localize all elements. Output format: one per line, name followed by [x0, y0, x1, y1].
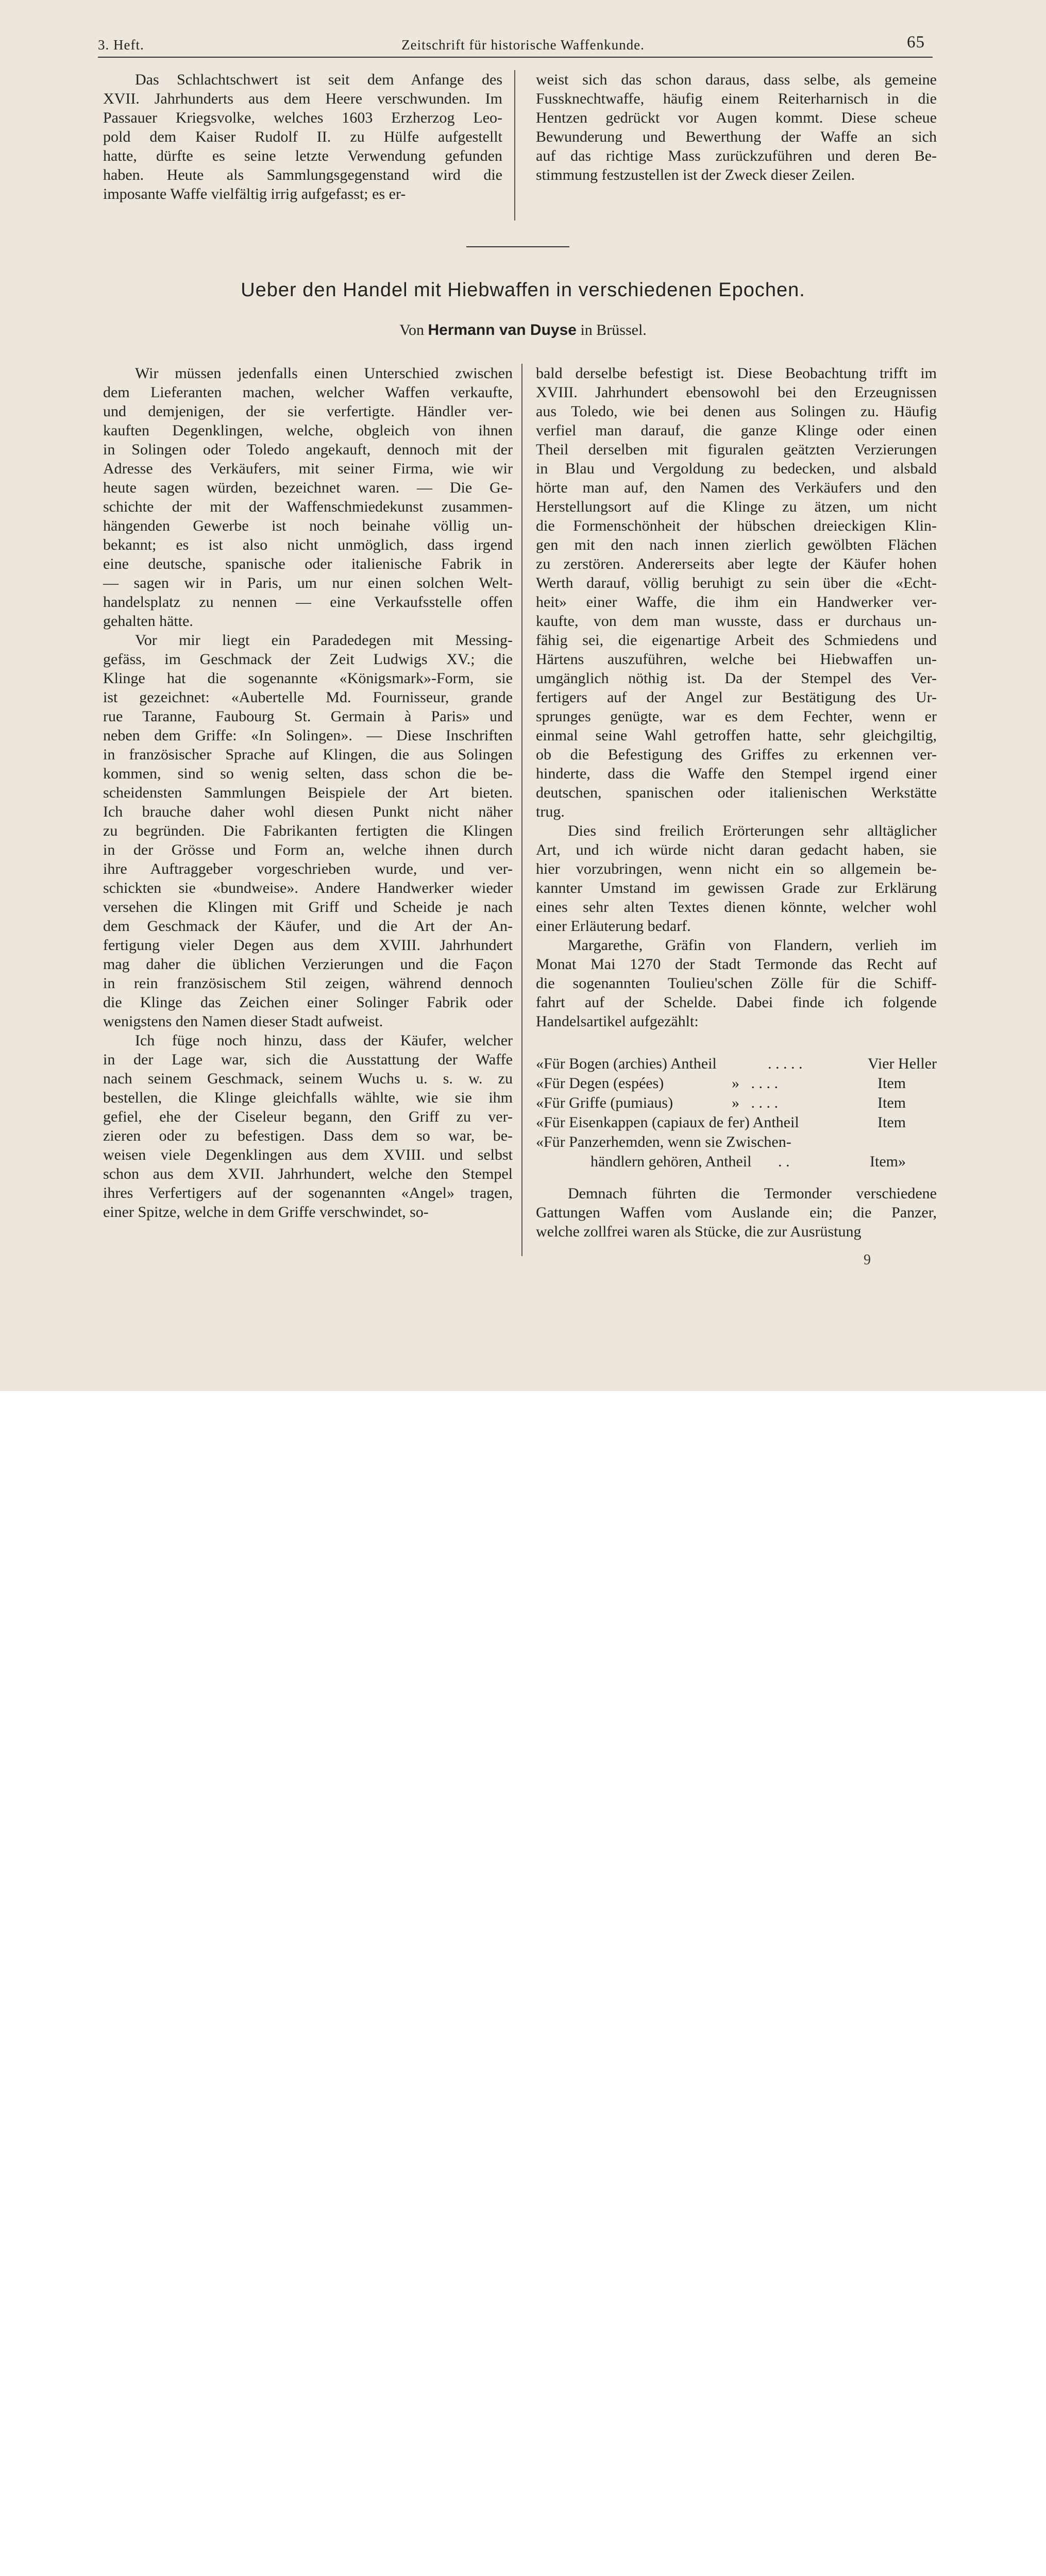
- text-line: Werth darauf, völlig beruhigt zu sein über die «Echt-: [536, 574, 937, 591]
- text-line: XVIII. Jahrhundert ebensowohl bei den Erzeugnissen: [536, 384, 937, 401]
- text-line: dem Geschmack der Käufer, und die Art der An-: [103, 918, 513, 935]
- text-line: gefäss, im Geschmack der Zeit Ludwigs XV.; die: [103, 651, 513, 668]
- text-line: bald derselbe befestigt ist. Diese Beobachtung trifft im: [536, 365, 937, 382]
- text-line: Theil derselben mit figuralen geätzten Verzierungen: [536, 441, 937, 458]
- text-line: haben. Heute als Sammlungsgegenstand wird die: [103, 166, 502, 183]
- text-line: ihres Verfertigers auf der sogenannten «Angel» tragen,: [103, 1184, 513, 1201]
- text-line: die Klinge das Zeichen einer Solinger Fabrik oder: [103, 994, 513, 1011]
- text-line: fähig sei, die eigenartige Arbeit des Schmiedens und: [536, 632, 937, 649]
- goods-label: «Für Bogen (archies) Antheil: [536, 1055, 717, 1072]
- text-line: Fussknechtwaffe, häufig einem Reiterharnisch in die: [536, 90, 937, 107]
- signature-mark: 9: [864, 1252, 871, 1268]
- text-line: heute sagen würden, bezeichnet waren. — Die Ge-: [103, 479, 513, 496]
- goods-label: «Für Griffe (pumiaus): [536, 1094, 673, 1111]
- goods-leader-dots: . .: [778, 1153, 790, 1170]
- text-line: Hentzen gedrückt vor Augen kommt. Diese scheue: [536, 109, 937, 126]
- text-line: kaufte, von dem man wusste, dass er durchaus un-: [536, 613, 937, 630]
- text-line: scheidensten Sammlungen Beispiele der Art bieten.: [103, 784, 513, 801]
- text-line: versehen die Klingen mit Griff und Scheide je nach: [103, 899, 513, 916]
- text-line: verfiel man darauf, die ganze Klinge oder einen: [536, 422, 937, 439]
- right-column-continuation: [536, 1184, 937, 1241]
- text-line: zu zerstören. Andererseits aber legte der Käufer hohen: [536, 555, 937, 572]
- goods-value: Item: [878, 1075, 906, 1092]
- text-line: zieren oder zu befestigen. Dass dem so war, be-: [103, 1127, 513, 1144]
- text-line: hatte, dürfte es seine letzte Verwendung gefunden: [103, 147, 502, 164]
- byline-prefix: Von: [399, 321, 424, 338]
- text-line: — sagen wir in Paris, um nur einen solchen Welt-: [103, 574, 513, 591]
- text-line: pold dem Kaiser Rudolf II. zu Hülfe aufgestellt: [103, 128, 502, 145]
- goods-list-item: [536, 1132, 937, 1152]
- goods-list-item: [536, 1152, 937, 1172]
- text-line: die Formenschönheit der hübschen dreieckigen Klin-: [536, 517, 937, 534]
- text-line: Demnach führten die Termonder verschiedene: [568, 1185, 937, 1202]
- intro-right-column: [536, 70, 937, 184]
- text-line: einmal seine Wahl getroffen hatte, sehr gleichgiltig,: [536, 727, 937, 744]
- text-line: Klinge hat die sogenannte «Königsmark»-Form, sie: [103, 670, 513, 687]
- text-line: kommen, sind so wenig selten, dass schon die be-: [103, 765, 513, 782]
- text-line: Vor mir liegt ein Paradedegen mit Messing-: [135, 632, 513, 649]
- text-line: nach seinem Geschmack, seinem Wuchs u. s. w. zu: [103, 1070, 513, 1087]
- text-line: kauften Degenklingen, welche, obgleich von ihnen: [103, 422, 513, 439]
- text-line: gen mit den nach innen zierlich gewölbten Flächen: [536, 536, 937, 553]
- text-line: auf das richtige Mass zurückzuführen und deren Be-: [536, 147, 937, 164]
- section-rule: [466, 246, 569, 247]
- text-line: eines sehr alten Textes dienen könnte, welcher wohl: [536, 899, 937, 916]
- goods-value: Vier Heller: [868, 1055, 937, 1072]
- text-line: Art, und ich würde nicht daran gedacht haben, sie: [536, 841, 937, 858]
- header-issue: 3. Heft.: [98, 37, 144, 53]
- text-line: hinderte, dass die Waffe den Stempel irgend einer: [536, 765, 937, 782]
- text-line: eine deutsche, spanische oder italienische Fabrik in: [103, 555, 513, 572]
- text-line: Adresse des Verkäufers, mit seiner Firma, wie wir: [103, 460, 513, 477]
- text-line: wenigstens den Namen dieser Stadt aufweist.: [103, 1013, 383, 1030]
- text-line: handelsplatz zu nennen — eine Verkaufsstelle offen: [103, 594, 513, 611]
- goods-list-item: [536, 1113, 937, 1132]
- text-line: imposante Waffe vielfältig irrig aufgefasst; es er-: [103, 185, 406, 202]
- text-line: einer Spitze, welche in dem Griffe verschwindet, so-: [103, 1204, 429, 1221]
- text-line: Herstellungsort auf die Klinge zu ätzen, um nicht: [536, 498, 937, 515]
- text-line: kannter Umstand im gewissen Grade zur Erklärung: [536, 879, 937, 896]
- text-line: Handelsartikel aufgezählt:: [536, 1013, 699, 1030]
- text-line: weisen viele Degenklingen aus dem XVIII. und selbst: [103, 1146, 513, 1163]
- text-line: in Blau und Vergoldung zu bedecken, und alsbald: [536, 460, 937, 477]
- text-line: Gattungen Waffen vom Auslande ein; die Panzer,: [536, 1204, 937, 1221]
- text-line: umgänglich nöthig ist. Da der Stempel des Ver-: [536, 670, 937, 687]
- text-line: in französischer Sprache auf Klingen, die aus Solingen: [103, 746, 513, 763]
- text-line: die sogenannten Toulieu'schen Zölle für die Schiff-: [536, 975, 937, 992]
- footer-bar: [0, 1391, 1046, 1488]
- text-line: weist sich das schon daraus, dass selbe, als gemeine: [536, 71, 937, 88]
- goods-label: «Für Degen (espées): [536, 1075, 664, 1092]
- text-line: hängenden Gewerbe ist noch beinahe völlig un-: [103, 517, 513, 534]
- text-line: Dies sind freilich Erörterungen sehr alltäglicher: [568, 822, 937, 839]
- text-line: bekannt; es ist also nicht unmöglich, dass irgend: [103, 536, 513, 553]
- text-line: Härtens auszuführen, welche bei Hiebwaffen un-: [536, 651, 937, 668]
- header-journal-title: Zeitschrift für historische Waffenkunde.: [401, 37, 645, 53]
- text-line: ihre Auftraggeber vorgeschrieben wurde, und ver-: [103, 860, 513, 877]
- header-rule: [98, 57, 933, 58]
- goods-value: Item: [878, 1114, 906, 1131]
- text-line: schon aus dem XVII. Jahrhundert, welche den Stempel: [103, 1165, 513, 1182]
- byline-suffix: in Brüssel.: [580, 321, 647, 338]
- text-line: mag daher die üblichen Verzierungen und die Façon: [103, 956, 513, 973]
- intro-left-column: [103, 70, 502, 204]
- text-line: bestellen, die Klinge gleichfalls wählte, wie sie ihm: [103, 1089, 513, 1106]
- text-line: zu begründen. Die Fabrikanten fertigten die Klingen: [103, 822, 513, 839]
- text-line: Monat Mai 1270 der Stadt Termonde das Recht auf: [536, 956, 937, 973]
- goods-label: «Für Eisenkappen (capiaux de fer) Antheil: [536, 1114, 799, 1131]
- goods-leader-dots: . . . . .: [768, 1055, 803, 1072]
- goods-list-item: [536, 1074, 937, 1093]
- header-page-number: 65: [907, 33, 925, 52]
- text-line: schichte der mit der Waffenschmiedekunst zusammen-: [103, 498, 513, 515]
- column-divider: [514, 70, 515, 221]
- text-line: in der Grösse und Form an, welche ihnen durch: [103, 841, 513, 858]
- column-divider-main: [521, 364, 522, 1256]
- text-line: hier vorzubringen, wenn nicht ein so allgemein be-: [536, 860, 937, 877]
- text-line: schickten sie «bundweise». Andere Handwerker wieder: [103, 879, 513, 896]
- goods-leader-dots: » . . . .: [732, 1075, 778, 1092]
- goods-list-item: [536, 1054, 937, 1074]
- text-line: Bewunderung und Bewerthung der Waffe an sich: [536, 128, 937, 145]
- text-line: heit» einer Waffe, die ihm ein Handwerker ver-: [536, 594, 937, 611]
- text-line: hörte man auf, den Namen des Verkäufers und den: [536, 479, 937, 496]
- article-byline: [0, 321, 1046, 339]
- text-line: gehalten hätte.: [103, 613, 193, 630]
- text-line: in rein französischem Stil zeigen, während dennoch: [103, 975, 513, 992]
- text-line: Wir müssen jedenfalls einen Unterschied zwischen: [135, 365, 513, 382]
- text-line: welche zollfrei waren als Stücke, die zur Ausrüstung: [536, 1223, 862, 1240]
- goods-list-item: [536, 1093, 937, 1113]
- goods-value: Item»: [870, 1153, 906, 1170]
- text-line: ist gezeichnet: «Aubertelle Md. Fournisseur, grande: [103, 689, 513, 706]
- text-line: ob die Befestigung des Griffes zu erkennen ver-: [536, 746, 937, 763]
- text-line: neben dem Griffe: «In Solingen». — Diese Inschriften: [103, 727, 513, 744]
- goods-leader-dots: » . . . .: [732, 1094, 778, 1111]
- text-line: rue Taranne, Faubourg St. Germain à Paris» und: [103, 708, 513, 725]
- text-line: und demjenigen, der sie verfertigte. Händler ver-: [103, 403, 513, 420]
- text-line: aus Toledo, wie bei denen aus Solingen zu. Häufig: [536, 403, 937, 420]
- main-right-column: [536, 364, 937, 1031]
- author-name: Hermann van Duyse: [428, 321, 577, 338]
- main-left-column: [103, 364, 513, 1222]
- article-title: Ueber den Handel mit Hiebwaffen in verschiedenen Epochen.: [241, 279, 805, 301]
- text-line: fertigers auf der Angel zur Bestätigung des Ur-: [536, 689, 937, 706]
- text-line: fahrt auf der Schelde. Dabei finde ich folgende: [536, 994, 937, 1011]
- text-line: deutschen, spanischen oder italienischen Werkstätte: [536, 784, 937, 801]
- text-line: trug.: [536, 803, 565, 820]
- text-line: einer Erläuterung bedarf.: [536, 918, 691, 935]
- text-line: gefiel, ehe der Ciseleur begann, den Griff zu ver-: [103, 1108, 513, 1125]
- text-line: Ich füge noch hinzu, dass der Käufer, welcher: [135, 1032, 513, 1049]
- text-line: stimmung festzustellen ist der Zweck dieser Zeilen.: [536, 166, 855, 183]
- goods-value: Item: [878, 1094, 906, 1111]
- text-line: Passauer Kriegsvolke, welches 1603 Erzherzog Leo-: [103, 109, 502, 126]
- text-line: XVII. Jahrhunderts aus dem Heere verschwunden. Im: [103, 90, 502, 107]
- text-line: in der Lage war, sich die Ausstattung der Waffe: [103, 1051, 513, 1068]
- text-line: Das Schlachtschwert ist seit dem Anfange des: [135, 71, 502, 88]
- text-line: in Solingen oder Toledo angekauft, dennoch mit der: [103, 441, 513, 458]
- text-line: Margarethe, Gräfin von Flandern, verlieh im: [568, 937, 937, 954]
- goods-label: «Für Panzerhemden, wenn sie Zwischen-: [536, 1133, 791, 1150]
- goods-label: händlern gehören, Antheil: [591, 1153, 752, 1170]
- text-line: sprunges genügte, war es dem Fechter, wenn er: [536, 708, 937, 725]
- text-line: Ich brauche daher wohl diesen Punkt nicht näher: [103, 803, 513, 820]
- text-line: fertigung vieler Degen aus dem XVIII. Jahrhundert: [103, 937, 513, 954]
- text-line: dem Lieferanten machen, welcher Waffen verkaufte,: [103, 384, 513, 401]
